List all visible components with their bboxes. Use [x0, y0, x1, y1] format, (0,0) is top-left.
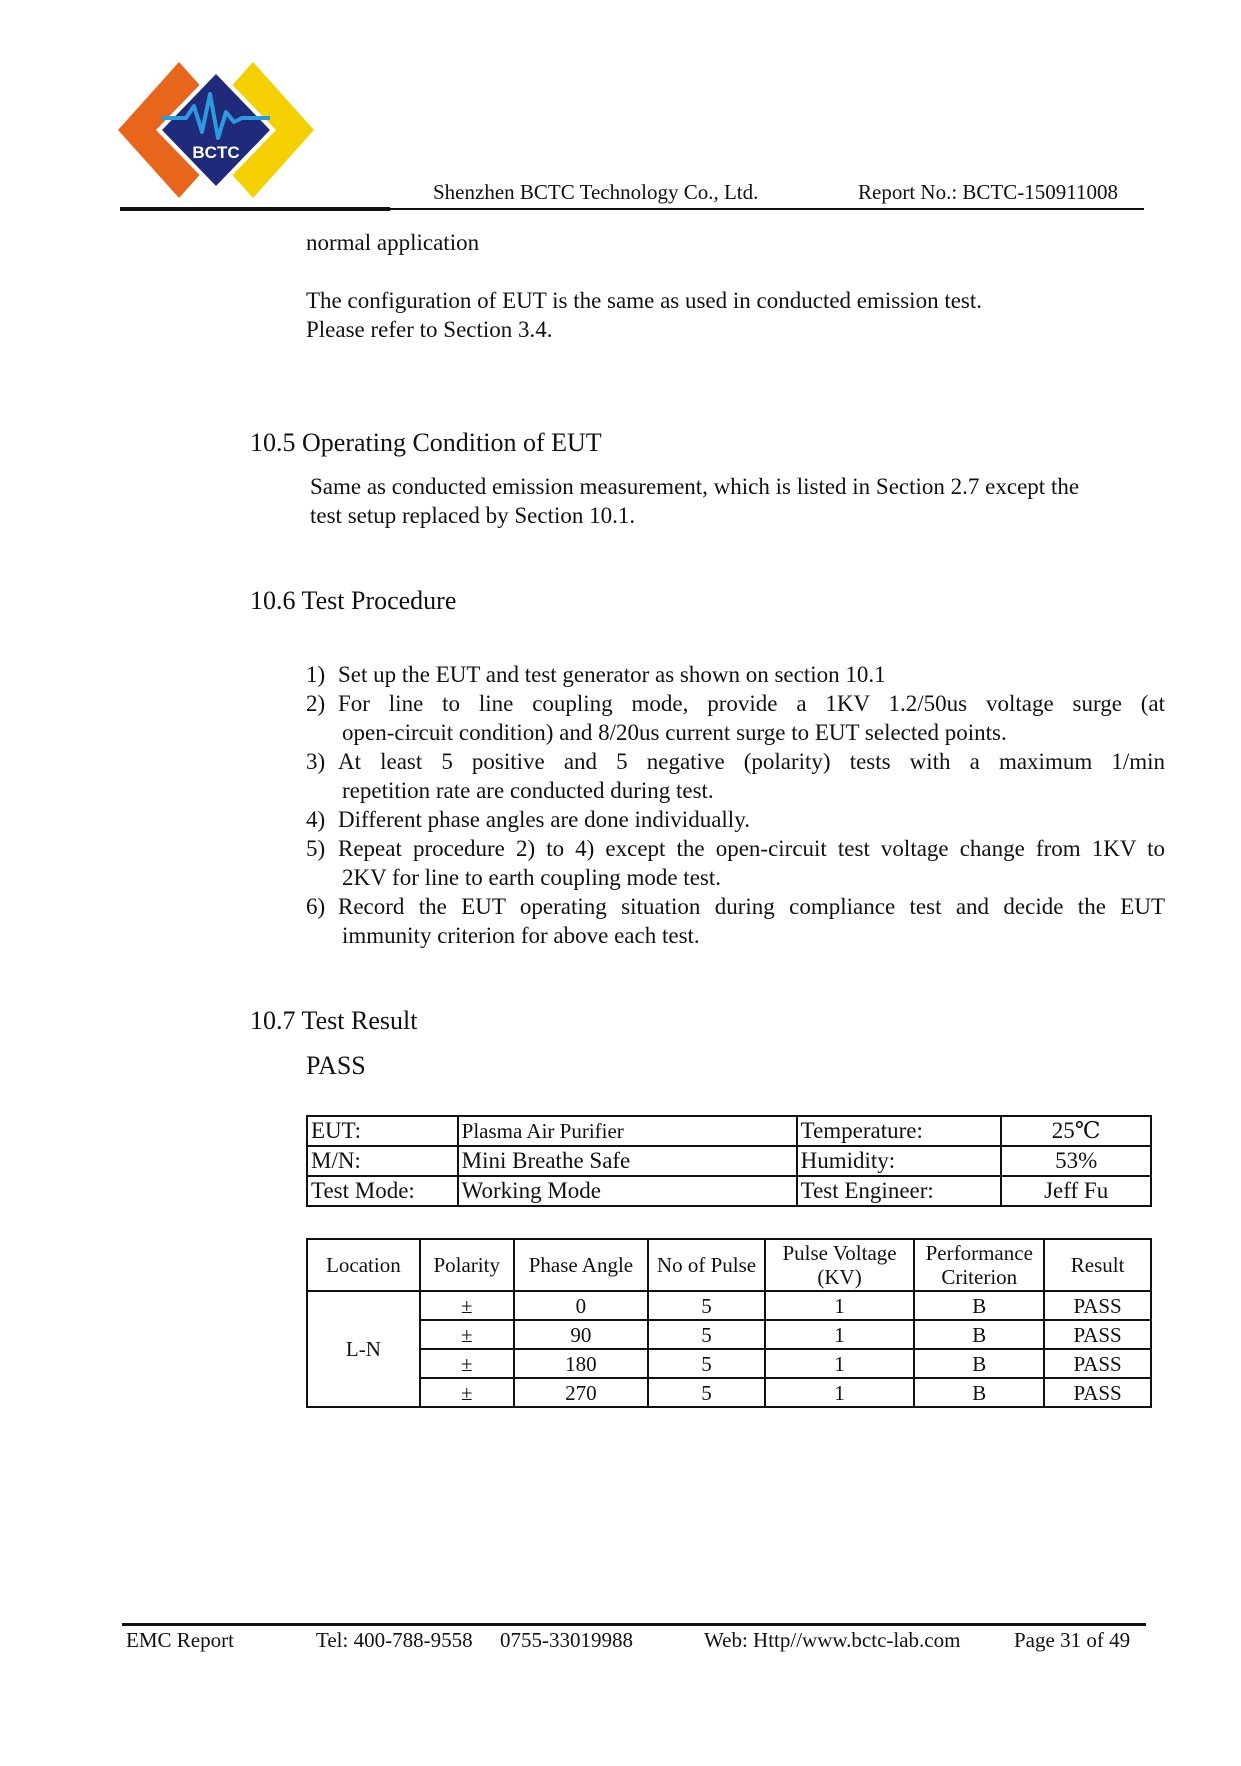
- col-performance-line1: Performance: [925, 1241, 1033, 1265]
- pulses-cell: 5: [648, 1378, 765, 1407]
- result-cell: PASS: [1044, 1378, 1151, 1407]
- table-row: [307, 1291, 1151, 1320]
- procedure-num: 1): [306, 662, 326, 687]
- verdict: PASS: [306, 1051, 366, 1080]
- table-header-row: [307, 1239, 1151, 1291]
- report-number: Report No.: BCTC-150911008: [858, 180, 1118, 204]
- criterion-cell: B: [914, 1378, 1044, 1407]
- humidity-label: Humidity:: [797, 1146, 1002, 1176]
- test-engineer-label: Test Engineer:: [797, 1176, 1002, 1206]
- footer-page-number: Page 31 of 49: [1014, 1628, 1131, 1652]
- footer-web: Web: Http//www.bctc-lab.com: [704, 1628, 961, 1652]
- result-cell: PASS: [1044, 1349, 1151, 1378]
- phase-cell: 90: [514, 1320, 649, 1349]
- company-name: Shenzhen BCTC Technology Co., Ltd.: [433, 180, 759, 204]
- pulses-cell: 5: [648, 1291, 765, 1320]
- footer-report-type: EMC Report: [126, 1628, 234, 1652]
- bctc-logo: [116, 60, 316, 200]
- voltage-cell: 1: [765, 1349, 915, 1378]
- procedure-num: 5): [306, 836, 326, 861]
- procedure-num: 3): [306, 749, 326, 774]
- table-row: [307, 1349, 1151, 1378]
- col-pulse-voltage-line1: Pulse Voltage: [782, 1241, 897, 1265]
- footer-rule: [122, 1623, 1146, 1626]
- intro-line-2: The configuration of EUT is the same as used in conducted emission test.: [306, 288, 983, 313]
- col-phase-angle: Phase Angle: [514, 1239, 649, 1291]
- criterion-cell: B: [914, 1291, 1044, 1320]
- procedure-text-cont: 2KV for line to earth coupling mode test.: [342, 865, 721, 890]
- table-row: [307, 1378, 1151, 1407]
- pulses-cell: 5: [648, 1320, 765, 1349]
- phase-cell: 0: [514, 1291, 649, 1320]
- procedure-item: [306, 834, 1165, 863]
- polarity-cell: ±: [420, 1291, 514, 1320]
- procedure-item: [306, 689, 1165, 718]
- table-row: [307, 1116, 1151, 1146]
- voltage-cell: 1: [765, 1378, 915, 1407]
- svg-text:BCTC: BCTC: [192, 143, 240, 162]
- section-10-5-line-2: test setup replaced by Section 10.1.: [310, 503, 636, 528]
- intro-line-3: Please refer to Section 3.4.: [306, 317, 553, 342]
- footer-tel: Tel: 400-788-9558: [316, 1628, 473, 1652]
- table-row: [307, 1146, 1151, 1176]
- polarity-cell: ±: [420, 1349, 514, 1378]
- phase-cell: 180: [514, 1349, 649, 1378]
- procedure-num: 4): [306, 807, 326, 832]
- section-10-5-heading: 10.5 Operating Condition of EUT: [250, 428, 602, 457]
- col-pulse-voltage-line2: (KV): [817, 1265, 862, 1289]
- procedure-text: Repeat procedure 2) to 4) except the open-circuit test voltage change from 1KV to: [338, 836, 1165, 861]
- col-result: Result: [1044, 1239, 1151, 1291]
- procedure-text: Set up the EUT and test generator as shown on section 10.1: [338, 662, 886, 687]
- col-no-of-pulse: No of Pulse: [648, 1239, 765, 1291]
- criterion-cell: B: [914, 1320, 1044, 1349]
- eut-label: EUT:: [307, 1116, 458, 1146]
- criterion-cell: B: [914, 1349, 1044, 1378]
- procedure-num: 2): [306, 691, 326, 716]
- result-cell: PASS: [1044, 1291, 1151, 1320]
- polarity-cell: ±: [420, 1378, 514, 1407]
- procedure-text-cont: immunity criterion for above each test.: [342, 923, 700, 948]
- humidity-value: 53%: [1001, 1146, 1151, 1176]
- eut-info-table: [306, 1115, 1152, 1207]
- test-mode-label: Test Mode:: [307, 1176, 458, 1206]
- table-row: [307, 1320, 1151, 1349]
- intro-line-1: normal application: [306, 230, 480, 255]
- result-cell: PASS: [1044, 1320, 1151, 1349]
- test-engineer-value: Jeff Fu: [1001, 1176, 1151, 1206]
- procedure-text: For line to line coupling mode, provide a 1KV 1.2/50us voltage surge (at: [338, 691, 1165, 716]
- procedure-text: Different phase angles are done individually.: [338, 807, 750, 832]
- polarity-cell: ±: [420, 1320, 514, 1349]
- mn-value: Mini Breathe Safe: [458, 1146, 797, 1176]
- voltage-cell: 1: [765, 1291, 915, 1320]
- temperature-label: Temperature:: [797, 1116, 1002, 1146]
- procedure-num: 6): [306, 894, 326, 919]
- mn-label: M/N:: [307, 1146, 458, 1176]
- procedure-item: [306, 805, 1165, 834]
- surge-result-table: [306, 1238, 1152, 1408]
- phase-cell: 270: [514, 1378, 649, 1407]
- procedure-text-cont: open-circuit condition) and 8/20us current surge to EUT selected points.: [342, 720, 1007, 745]
- header-rule-thin: [390, 208, 1144, 210]
- voltage-cell: 1: [765, 1320, 915, 1349]
- col-performance: [914, 1239, 1044, 1291]
- section-10-7-heading: 10.7 Test Result: [250, 1006, 418, 1035]
- col-polarity: Polarity: [420, 1239, 514, 1291]
- procedure-item: [306, 747, 1165, 776]
- col-performance-line2: Criterion: [941, 1265, 1018, 1289]
- table-row: [307, 1176, 1151, 1206]
- test-mode-value: Working Mode: [458, 1176, 797, 1206]
- section-10-5-line-1: Same as conducted emission measurement, which is listed in Section 2.7 except the: [310, 474, 1080, 499]
- eut-value: Plasma Air Purifier: [458, 1116, 797, 1146]
- procedure-list: [306, 660, 1165, 950]
- location-cell: L-N: [307, 1291, 420, 1407]
- col-pulse-voltage: [765, 1239, 915, 1291]
- footer-tel2: 0755-33019988: [500, 1628, 633, 1652]
- procedure-item: [306, 892, 1165, 921]
- col-location: Location: [307, 1239, 420, 1291]
- temperature-value: 25℃: [1001, 1116, 1151, 1146]
- procedure-text: Record the EUT operating situation during compliance test and decide the EUT: [338, 894, 1165, 919]
- pulses-cell: 5: [648, 1349, 765, 1378]
- procedure-item: [306, 660, 1165, 689]
- section-10-6-heading: 10.6 Test Procedure: [250, 586, 457, 615]
- procedure-text-cont: repetition rate are conducted during test.: [342, 778, 714, 803]
- header-rule: [120, 207, 390, 211]
- procedure-text: At least 5 positive and 5 negative (polarity) tests with a maximum 1/min: [338, 749, 1165, 774]
